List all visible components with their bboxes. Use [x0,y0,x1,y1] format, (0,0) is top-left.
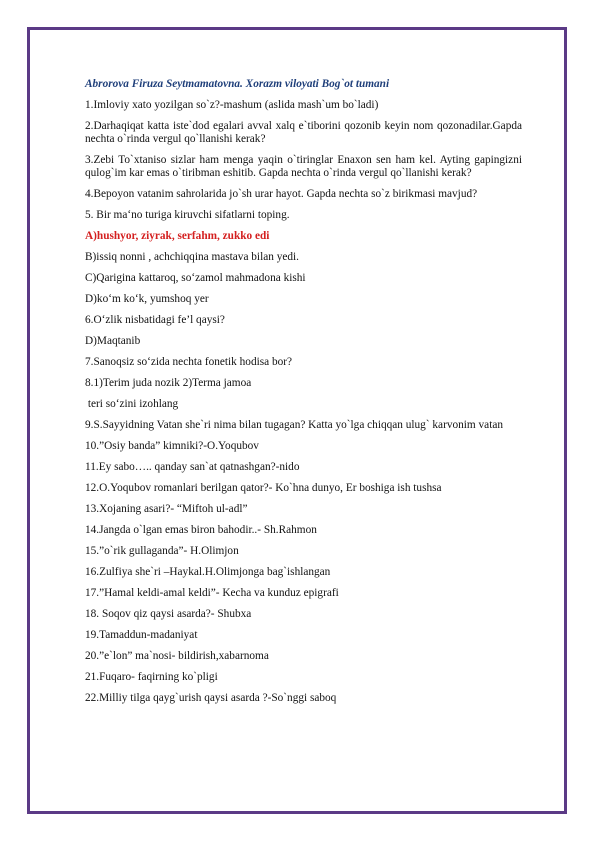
document-body [85,78,522,713]
question-19: 19.Tamaddun-madaniyat [85,629,198,642]
question-9: 9.S.Sayyidning Vatan she`ri nima bilan tugagan? Katta yo`lga chiqqan ulug` karvonim vatan [85,419,503,432]
question-16: 16.Zulfiya she`ri –Haykal.H.Olimjonga bag`ishlangan [85,566,331,579]
question-18: 18. Soqov qiz qaysi asarda?- Shubxa [85,608,252,621]
question-2: 2.Darhaqiqat katta iste`dod egalari avval xalq e`tiborini qozonib keyin nom qozonadilar.Gapda nechta o`rinda vergul qo`llanishi kerak? [85,120,522,146]
question-11: 11.Ey sabo….. qanday san`at qatnashgan?-nido [85,461,300,474]
question-21: 21.Fuqaro- faqirning ko`pligi [85,671,218,684]
question-8-task: teri so‘zini izohlang [85,398,179,411]
question-14: 14.Jangda o`lgan emas biron bahodir..- Sh.Rahmon [85,524,317,537]
answer-a: A)hushyor, ziyrak, serfahm, zukko edi [85,230,270,243]
question-8: 8.1)Terim juda nozik 2)Terma jamoa [85,377,252,390]
answer-6: D)Maqtanib [85,335,141,348]
question-12: 12.O.Yoqubov romanlari berilgan qator?- Ko`hna dunyo, Er boshiga ish tushsa [85,482,442,495]
option-c: C)Qarigina kattaroq, so‘zamol mahmadona kishi [85,272,306,285]
question-20: 20.”e`lon” ma`nosi- bildirish,xabarnoma [85,650,269,663]
option-b: B)issiq nonni , achchiqqina mastava bilan yedi. [85,251,299,264]
question-13: 13.Xojaning asari?- “Miftoh ul-adl” [85,503,248,516]
question-3: 3.Zebi To`xtaniso sizlar ham menga yaqin o`tiringlar Enaxon sen ham kel. Ayting gapingizni qulog`im kar emas o`tiribman eshitib. Gapda nechta o`rinda vergul qo`llanishi kerak? [85,154,522,180]
question-7: 7.Sanoqsiz so‘zida nechta fonetik hodisa bor? [85,356,293,369]
question-4: 4.Bepoyon vatanim sahrolarida jo`sh urar hayot. Gapda nechta so`z birikmasi mavjud? [85,188,478,201]
question-17: 17.”Hamal keldi-amal keldi”- Kecha va kunduz epigrafi [85,587,339,600]
option-d: D)ko‘m ko‘k, yumshoq yer [85,293,209,306]
question-10: 10.”Osiy banda” kimniki?-O.Yoqubov [85,440,259,453]
question-5: 5. Bir ma‘no turiga kiruvchi sifatlarni toping. [85,209,290,222]
question-1: 1.Imloviy xato yozilgan so`z?-mashum (aslida mash`um bo`ladi) [85,99,379,111]
question-15: 15.”o`rik gullaganda”- H.Olimjon [85,545,239,558]
document-title: Abrorova Firuza Seytmamatovna. Xorazm viloyati Bog`ot tumani [85,78,390,90]
question-6: 6.O‘zlik nisbatidagi fe’l qaysi? [85,314,225,327]
question-22: 22.Milliy tilga qayg`urish qaysi asarda ?-So`nggi saboq [85,692,337,705]
